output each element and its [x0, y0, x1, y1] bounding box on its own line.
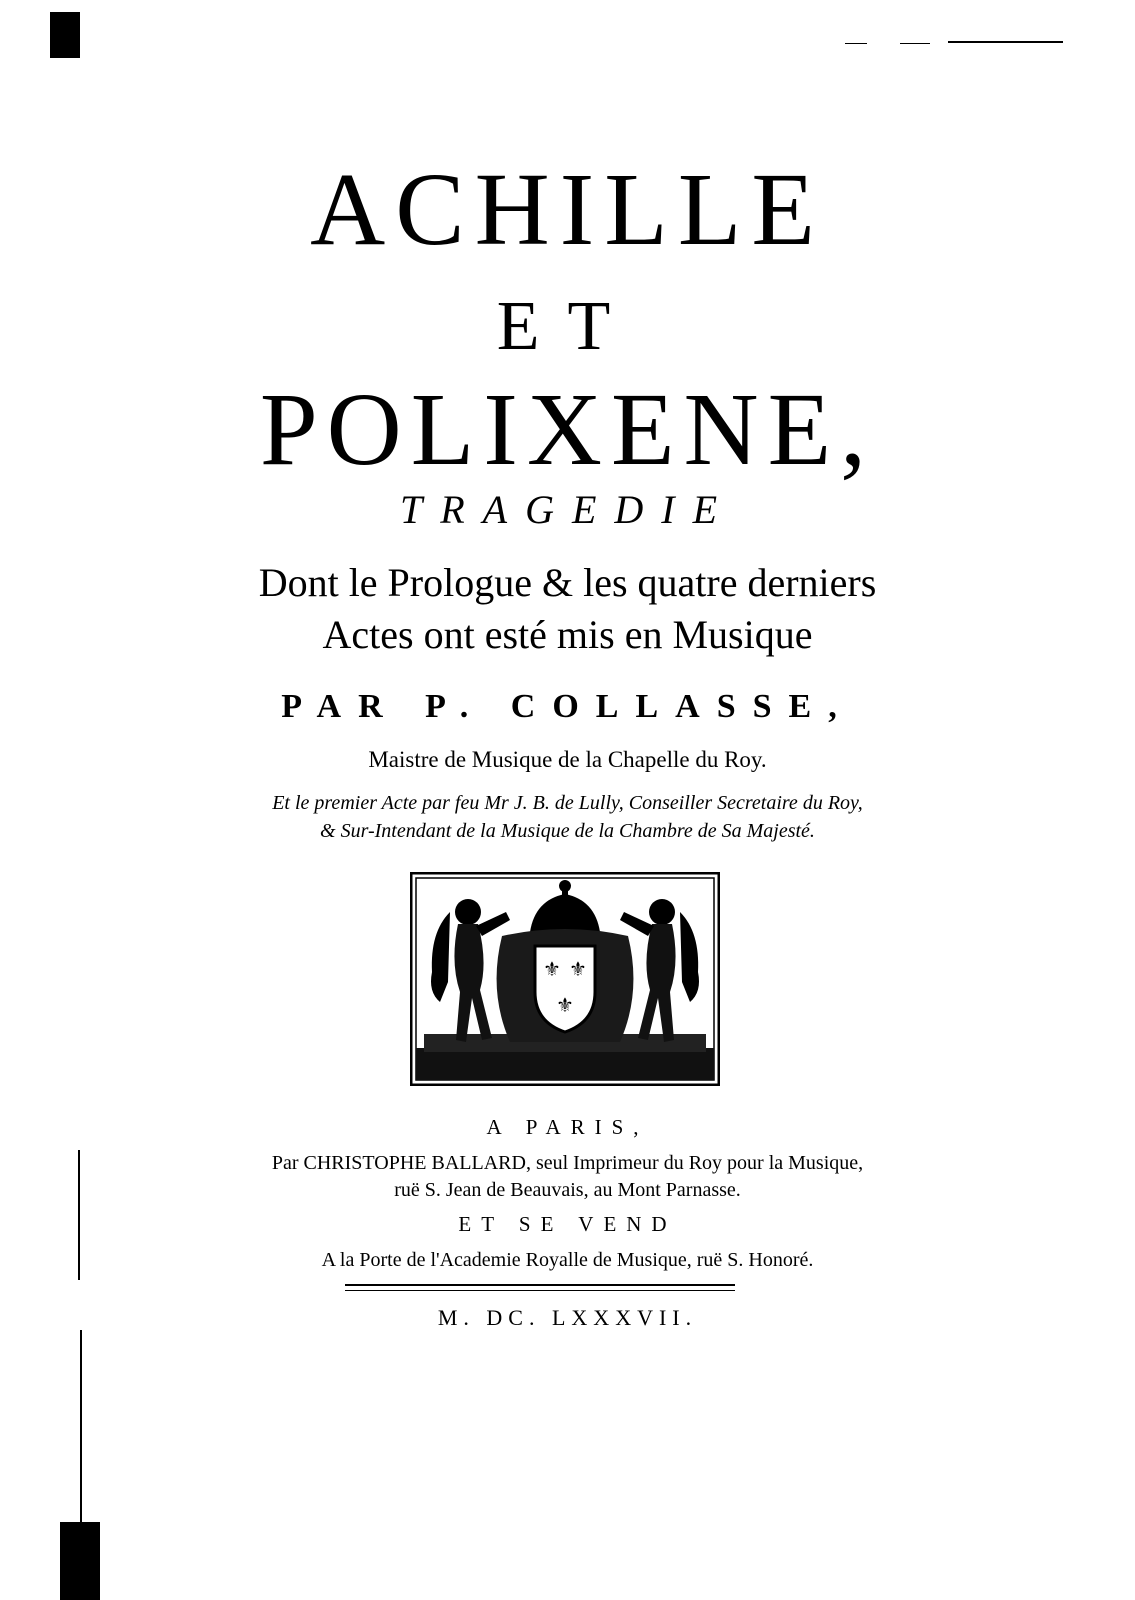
composer-line: PAR P. COLLASSE, [281, 688, 854, 725]
royal-arms-vignette [410, 872, 720, 1086]
scan-top-dash [948, 41, 1063, 43]
genre-tragedie: TRAGEDIE [399, 487, 736, 532]
title-polixene: POLIXENE, [259, 372, 876, 487]
subtitle-line-2: Actes ont esté mis en Musique [322, 612, 813, 657]
fleur-de-lis-shield [535, 946, 595, 1032]
scan-margin-line [80, 1330, 82, 1540]
imprint-sold-heading: ET SE VEND [458, 1212, 677, 1236]
scan-top-dash [845, 43, 867, 44]
title-achille: ACHILLE [310, 152, 825, 267]
scan-bottom-mark [60, 1522, 100, 1600]
lully-line-1: Et le premier Acte par feu Mr J. B. de Lully, Conseiller Secretaire du Roy, [272, 792, 863, 814]
title-et: ET [496, 288, 639, 365]
double-rule-top [345, 1284, 735, 1286]
scan-top-dash [900, 43, 930, 44]
subtitle-line-1: Dont le Prologue & les quatre derniers [258, 560, 877, 605]
lully-line-2: & Sur-Intendant de la Musique de la Chambre de Sa Majesté. [320, 820, 815, 842]
imprint-sold-line: A la Porte de l'Academie Royalle de Musique, ruë S. Honoré. [321, 1249, 814, 1271]
scan-corner-mark [50, 12, 80, 58]
imprint-place: A PARIS, [486, 1115, 649, 1139]
imprint-date: M. DC. LXXXVII. [437, 1305, 698, 1330]
svg-text:⚜: ⚜ [569, 957, 587, 981]
svg-text:⚜: ⚜ [556, 993, 574, 1017]
double-rule-bottom [345, 1290, 735, 1291]
imprint-printer-line-2: ruë S. Jean de Beauvais, au Mont Parnasse. [394, 1179, 741, 1201]
composer-role: Maistre de Musique de la Chapelle du Roy. [368, 747, 767, 772]
imprint-printer-line-1: Par CHRISTOPHE BALLARD, seul Imprimeur du Roy pour la Musique, [271, 1152, 864, 1174]
svg-text:⚜: ⚜ [543, 957, 561, 981]
